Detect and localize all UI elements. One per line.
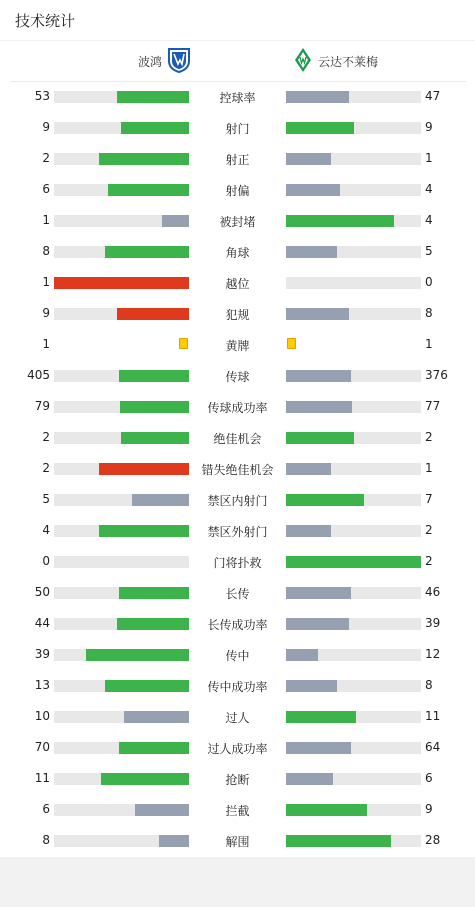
home-bar-fill <box>99 153 189 165</box>
stat-row <box>0 578 475 609</box>
stat-label: 禁区外射门 <box>207 525 268 539</box>
away-value: 8 <box>425 306 433 320</box>
away-bar-fill <box>286 308 349 320</box>
home-value: 1 <box>42 275 50 289</box>
away-value: 39 <box>425 616 441 630</box>
away-value: 2 <box>425 430 433 444</box>
home-value: 2 <box>42 461 50 475</box>
stat-row <box>0 702 475 733</box>
home-bar-track <box>54 184 189 196</box>
away-bar-track <box>286 804 421 816</box>
away-bar-track <box>286 246 421 258</box>
stat-label: 过人 <box>225 711 250 725</box>
stat-row <box>0 361 475 392</box>
away-bar-track <box>286 401 421 413</box>
home-bar-fill <box>105 246 189 258</box>
away-value: 5 <box>425 244 433 258</box>
home-value: 6 <box>42 182 50 196</box>
home-value: 0 <box>42 554 50 568</box>
home-bar-track <box>54 804 189 816</box>
away-value: 46 <box>425 585 441 599</box>
home-value: 10 <box>34 709 50 723</box>
away-bar-fill <box>286 494 364 506</box>
stat-label: 长传成功率 <box>207 618 268 632</box>
stat-label: 射门 <box>225 122 250 136</box>
home-bar-fill <box>120 401 189 413</box>
away-team-crest-icon <box>294 47 312 76</box>
away-value: 4 <box>425 213 433 227</box>
home-bar-fill <box>117 618 189 630</box>
home-value: 79 <box>34 399 50 413</box>
home-bar-fill <box>159 835 189 847</box>
stat-label: 拦截 <box>225 804 250 818</box>
home-value: 6 <box>42 802 50 816</box>
away-bar-fill <box>286 246 337 258</box>
away-value: 8 <box>425 678 433 692</box>
away-value: 1 <box>425 151 433 165</box>
stat-label: 越位 <box>225 277 250 291</box>
stat-label: 黄牌 <box>225 339 250 353</box>
away-value: 1 <box>425 461 433 475</box>
away-bar-fill <box>286 804 367 816</box>
away-bar-track <box>286 308 421 320</box>
stat-row <box>0 547 475 578</box>
stat-row <box>0 175 475 206</box>
away-bar-fill <box>286 649 318 661</box>
away-value: 2 <box>425 554 433 568</box>
stat-label: 绝佳机会 <box>213 432 262 446</box>
home-bar-fill <box>99 463 189 475</box>
home-bar-track <box>54 835 189 847</box>
away-bar-fill <box>286 587 351 599</box>
stat-label: 射偏 <box>225 184 250 198</box>
home-bar-track <box>54 773 189 785</box>
stat-label: 过人成功率 <box>207 742 268 756</box>
stat-label: 被封堵 <box>219 215 256 229</box>
away-bar-fill <box>286 773 333 785</box>
home-bar-track <box>54 525 189 537</box>
home-value: 8 <box>42 833 50 847</box>
away-bar-track <box>286 184 421 196</box>
away-team-name: 云达不莱梅 <box>318 54 379 69</box>
stat-label: 控球率 <box>219 91 256 105</box>
stat-row <box>0 330 475 361</box>
away-bar-track <box>286 91 421 103</box>
away-value: 28 <box>425 833 441 847</box>
home-bar-fill <box>132 494 189 506</box>
away-value: 0 <box>425 275 433 289</box>
stat-label: 传中成功率 <box>207 680 268 694</box>
away-bar-track <box>286 215 421 227</box>
away-bar-fill <box>286 122 354 134</box>
home-bar-track <box>54 587 189 599</box>
home-bar-fill <box>119 742 189 754</box>
home-bar-track <box>54 153 189 165</box>
home-value: 8 <box>42 244 50 258</box>
stat-row <box>0 516 475 547</box>
stat-row <box>0 299 475 330</box>
home-bar-fill <box>135 804 189 816</box>
stat-row <box>0 640 475 671</box>
home-team-header[interactable] <box>138 47 191 75</box>
stat-label: 传中 <box>225 649 250 663</box>
stat-row <box>0 733 475 764</box>
away-bar-track <box>286 618 421 630</box>
away-bar-track <box>286 680 421 692</box>
stat-row <box>0 609 475 640</box>
away-bar-fill <box>286 835 391 847</box>
away-bar-track <box>286 773 421 785</box>
away-bar-track <box>286 463 421 475</box>
home-bar-fill <box>99 525 189 537</box>
away-bar-fill <box>286 618 349 630</box>
stat-row <box>0 268 475 299</box>
home-bar-fill <box>86 649 189 661</box>
stat-row <box>0 392 475 423</box>
away-value: 77 <box>425 399 441 413</box>
away-value: 47 <box>425 89 441 103</box>
home-bar-fill <box>117 308 189 320</box>
away-value: 9 <box>425 802 433 816</box>
home-bar-fill <box>119 370 189 382</box>
away-bar-fill <box>286 215 394 227</box>
away-bar-fill <box>286 711 356 723</box>
away-bar-track <box>286 122 421 134</box>
home-bar-fill <box>117 91 189 103</box>
home-value: 405 <box>27 368 50 382</box>
home-value: 13 <box>34 678 50 692</box>
away-bar-fill <box>286 463 331 475</box>
stat-row <box>0 485 475 516</box>
home-team-crest-icon <box>167 47 191 76</box>
stat-row <box>0 423 475 454</box>
away-bar-track <box>286 277 421 289</box>
home-bar-track <box>54 215 189 227</box>
home-bar-track <box>54 742 189 754</box>
stat-label: 射正 <box>225 153 250 167</box>
away-value: 9 <box>425 120 433 134</box>
away-bar-track <box>286 525 421 537</box>
stat-label: 错失绝佳机会 <box>201 463 274 477</box>
away-bar-fill <box>286 742 351 754</box>
away-value: 12 <box>425 647 441 661</box>
home-bar-fill <box>119 587 189 599</box>
home-bar-track <box>54 556 189 568</box>
away-value: 376 <box>425 368 448 382</box>
home-bar-track <box>54 277 189 289</box>
home-value: 2 <box>42 430 50 444</box>
home-bar-track <box>54 463 189 475</box>
home-bar-fill <box>124 711 189 723</box>
stat-row <box>0 454 475 485</box>
home-bar-fill <box>121 432 189 444</box>
home-bar-fill <box>101 773 189 785</box>
home-bar-track <box>54 370 189 382</box>
away-bar-fill <box>286 525 331 537</box>
home-bar-track <box>54 246 189 258</box>
home-bar-track <box>54 711 189 723</box>
divider <box>0 40 475 41</box>
away-bar-track <box>286 835 421 847</box>
away-value: 6 <box>425 771 433 785</box>
away-value: 7 <box>425 492 433 506</box>
home-value: 70 <box>34 740 50 754</box>
home-value: 9 <box>42 306 50 320</box>
away-bar-fill <box>286 680 337 692</box>
home-bar-track <box>54 122 189 134</box>
section-title: 技术统计 <box>15 12 76 30</box>
home-bar-track <box>54 649 189 661</box>
away-bar-track <box>286 587 421 599</box>
away-bar-track <box>286 711 421 723</box>
home-value: 1 <box>42 337 50 351</box>
away-bar-fill <box>286 556 421 568</box>
stat-row <box>0 764 475 795</box>
stat-row <box>0 671 475 702</box>
away-bar-fill <box>286 91 349 103</box>
away-team-header[interactable] <box>294 47 378 75</box>
stat-label: 长传 <box>225 587 250 601</box>
home-bar-fill <box>162 215 189 227</box>
away-bar-track <box>286 556 421 568</box>
home-bar-track <box>54 401 189 413</box>
home-yellow-card-icon <box>179 338 188 349</box>
home-bar-track <box>54 308 189 320</box>
home-value: 50 <box>34 585 50 599</box>
stat-label: 门将扑救 <box>213 556 262 570</box>
home-value: 5 <box>42 492 50 506</box>
away-bar-fill <box>286 370 351 382</box>
home-value: 4 <box>42 523 50 537</box>
stat-row <box>0 826 475 857</box>
home-value: 9 <box>42 120 50 134</box>
home-team-name: 波鸿 <box>137 54 162 69</box>
home-bar-fill <box>105 680 189 692</box>
away-bar-fill <box>286 184 340 196</box>
stat-row <box>0 206 475 237</box>
away-bar-fill <box>286 432 354 444</box>
stat-label: 抢断 <box>225 773 250 787</box>
home-bar-track <box>54 494 189 506</box>
stats-list <box>0 82 475 857</box>
home-value: 1 <box>42 213 50 227</box>
home-value: 11 <box>34 771 50 785</box>
away-bar-track <box>286 370 421 382</box>
stat-label: 传球 <box>225 370 250 384</box>
stat-label: 犯规 <box>225 308 250 322</box>
stat-row <box>0 82 475 113</box>
away-value: 64 <box>425 740 441 754</box>
away-bar-track <box>286 432 421 444</box>
home-bar-track <box>54 91 189 103</box>
away-value: 11 <box>425 709 441 723</box>
home-bar-track <box>54 618 189 630</box>
home-bar-fill <box>54 277 189 289</box>
away-bar-fill <box>286 401 352 413</box>
stat-label: 角球 <box>225 246 250 260</box>
away-value: 4 <box>425 182 433 196</box>
home-value: 44 <box>34 616 50 630</box>
away-yellow-card-icon <box>287 338 296 349</box>
away-bar-track <box>286 742 421 754</box>
stat-label: 传球成功率 <box>207 401 268 415</box>
away-value: 1 <box>425 337 433 351</box>
home-bar-fill <box>121 122 189 134</box>
away-bar-track <box>286 153 421 165</box>
stat-row <box>0 237 475 268</box>
away-value: 2 <box>425 523 433 537</box>
away-bar-fill <box>286 153 331 165</box>
home-bar-track <box>54 680 189 692</box>
stat-label: 禁区内射门 <box>207 494 268 508</box>
home-bar-track <box>54 432 189 444</box>
away-bar-track <box>286 649 421 661</box>
home-value: 2 <box>42 151 50 165</box>
home-value: 53 <box>34 89 50 103</box>
stat-row <box>0 113 475 144</box>
away-bar-track <box>286 494 421 506</box>
stat-label: 解围 <box>225 835 250 849</box>
stat-row <box>0 795 475 826</box>
stat-row <box>0 144 475 175</box>
home-bar-fill <box>108 184 189 196</box>
home-value: 39 <box>34 647 50 661</box>
